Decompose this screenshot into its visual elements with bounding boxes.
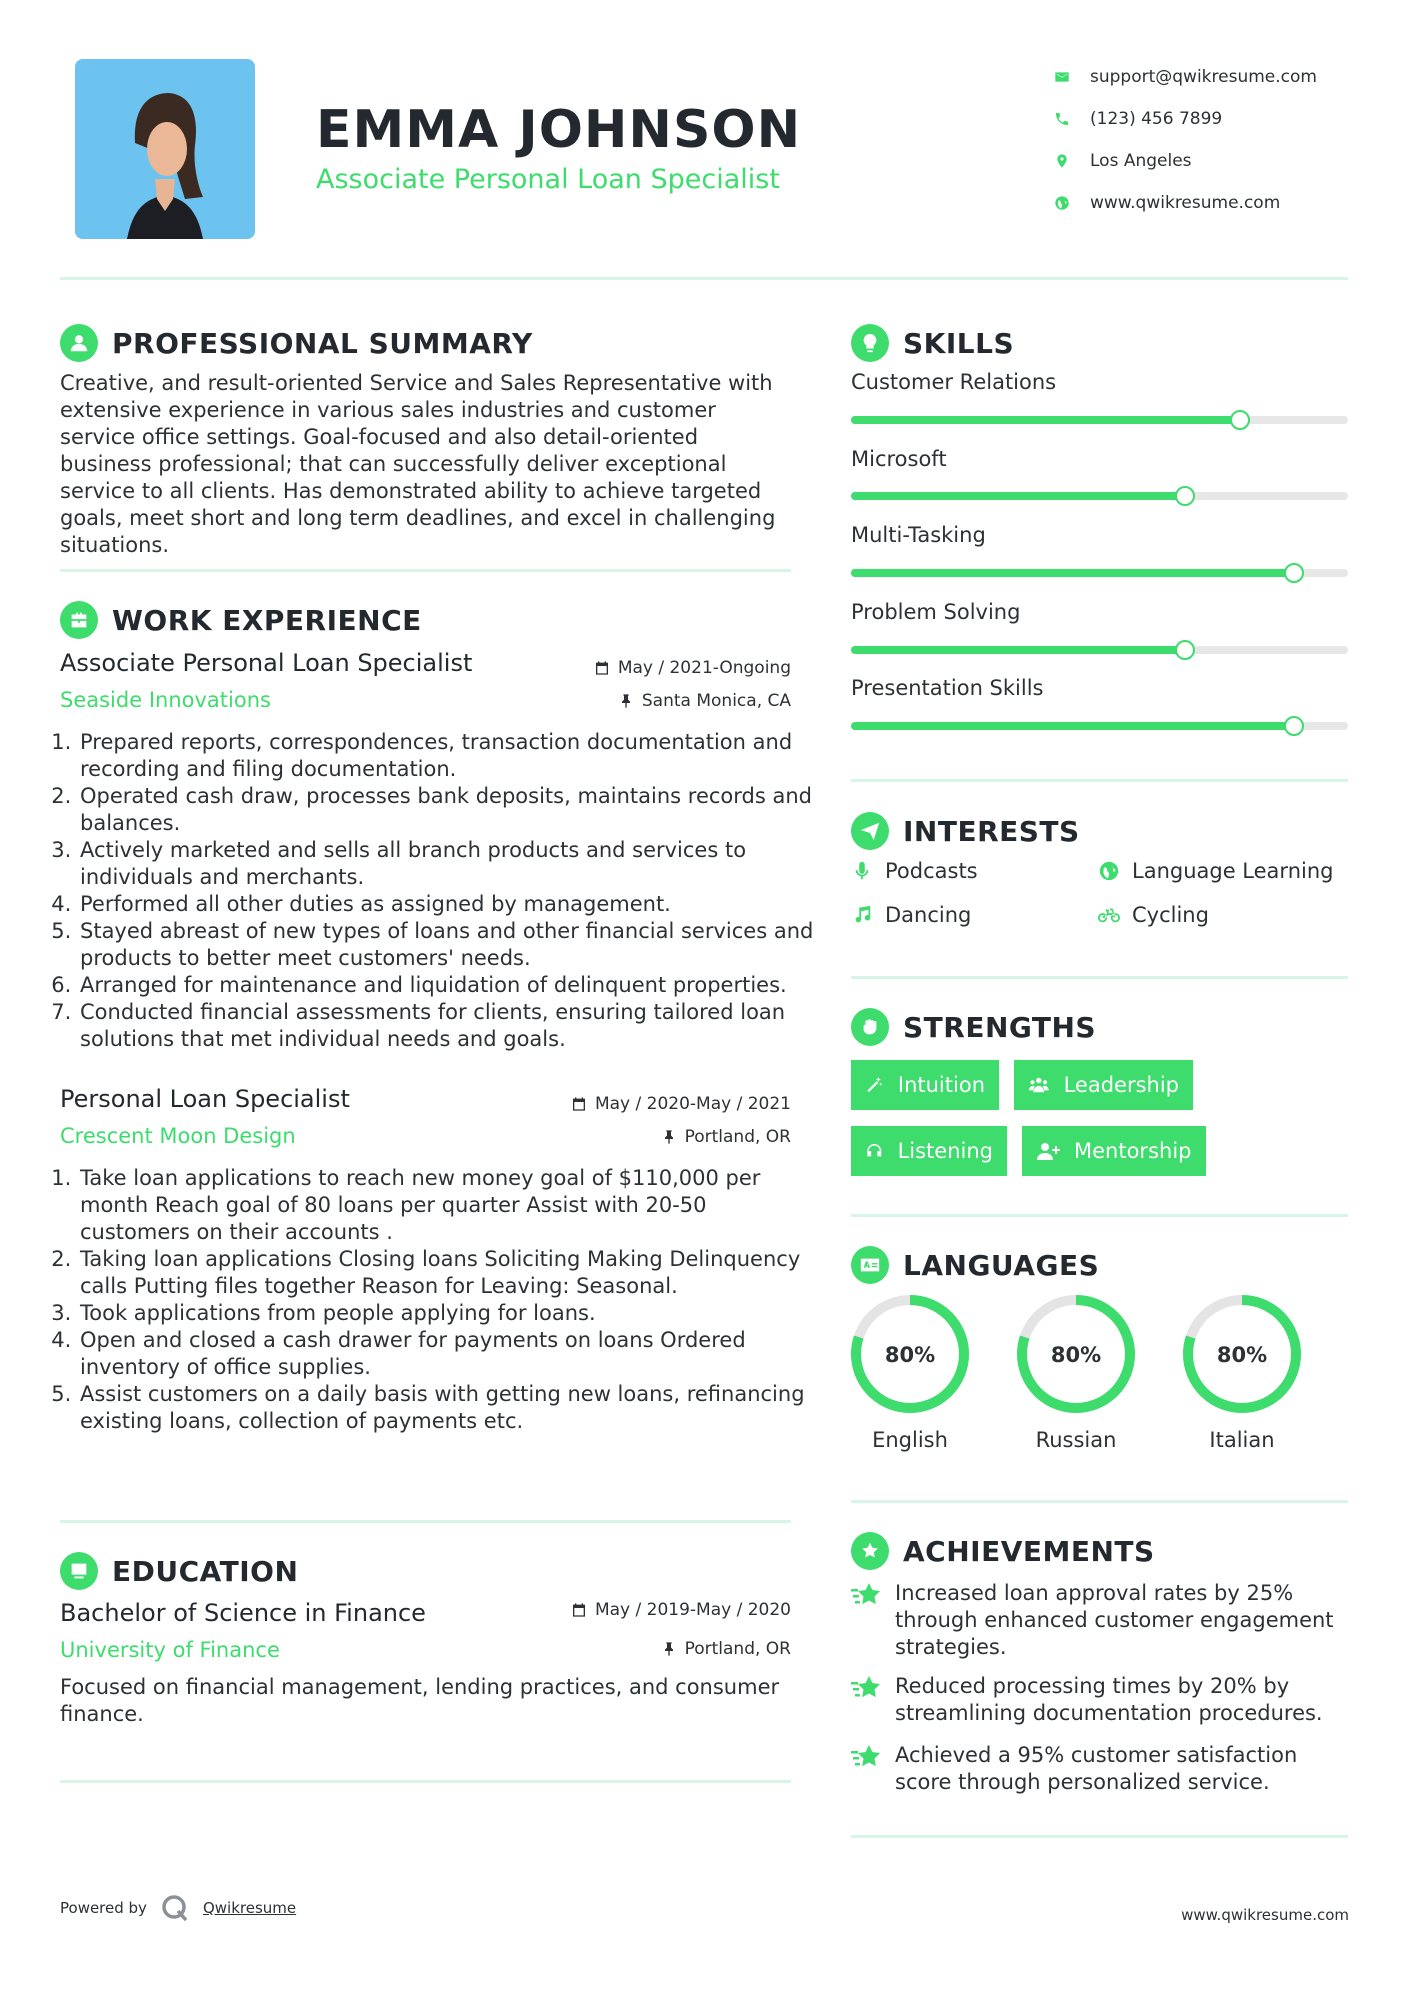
job-location	[618, 691, 791, 711]
strengths-title: STRENGTHS	[903, 1010, 1097, 1044]
music-note-icon	[851, 904, 873, 926]
job-dates-text: May / 2020-May / 2021	[594, 1094, 791, 1114]
duty-item: 3. Actively marketed and sells all branch products and services to individuals and merchants.	[78, 837, 815, 891]
contact-phone[interactable]	[1052, 98, 1372, 140]
job-title: Associate Personal Loan Specialist	[60, 649, 473, 677]
education-description: Focused on financial management, lending practices, and consumer finance.	[60, 1675, 780, 1726]
skill-bar-fill	[851, 416, 1239, 424]
language-percent: 80%	[1050, 1343, 1102, 1367]
duty-item: 3. Took applications from people applying for loans.	[78, 1300, 815, 1327]
contact-website-text: www.qwikresume.com	[1090, 193, 1281, 213]
duty-item: 5. Stayed abreast of new types of loans and other financial services and products to better meet customers' needs.	[78, 918, 815, 972]
strengths-divider	[851, 1214, 1348, 1217]
languages-title: LANGUAGES	[903, 1248, 1100, 1282]
job-dates	[594, 658, 791, 678]
interests-title: INTERESTS	[903, 814, 1080, 848]
contact-email[interactable]	[1052, 56, 1372, 98]
experience-title: WORK EXPERIENCE	[112, 603, 422, 637]
star-icon	[851, 1673, 883, 1703]
job-dates	[571, 1094, 791, 1114]
star-icon	[851, 1580, 883, 1610]
language-item	[1180, 1292, 1304, 1452]
strength-label: Mentorship	[1074, 1139, 1192, 1163]
achievements-heading	[851, 1532, 1155, 1570]
contact-location-text: Los Angeles	[1090, 151, 1192, 171]
qwikresume-link[interactable]: Qwikresume	[202, 1899, 297, 1917]
skill-bar	[851, 492, 1348, 500]
duty-item: 7. Conducted financial assessments for clients, ensuring tailored loan solutions that met individual needs and goals.	[78, 999, 815, 1053]
job-company: Seaside Innovations	[60, 688, 271, 712]
interest-item	[1098, 859, 1333, 883]
interests-divider	[851, 976, 1348, 979]
calendar-icon	[571, 1602, 587, 1618]
fist-icon	[851, 1008, 889, 1046]
achievement-text: Achieved a 95% customer satisfaction score through personalized service.	[895, 1743, 1298, 1794]
microphone-icon	[851, 860, 873, 882]
trophy-icon	[851, 1532, 889, 1570]
skill-bar	[851, 569, 1348, 577]
group-icon	[1028, 1073, 1050, 1097]
map-pin-icon	[1052, 151, 1072, 171]
interest-item	[851, 859, 978, 883]
achievement-text: Increased loan approval rates by 25% through enhanced customer engagement strategies.	[895, 1581, 1334, 1659]
job-location-text: Santa Monica, CA	[641, 691, 791, 711]
job-title: Personal Loan Specialist	[60, 1085, 350, 1113]
contact-website[interactable]	[1052, 182, 1372, 224]
user-plus-icon	[1036, 1139, 1060, 1163]
skill-name: Customer Relations	[851, 370, 1057, 394]
achievement-item	[851, 1673, 1348, 1727]
language-item	[1014, 1292, 1138, 1452]
skill-name: Multi-Tasking	[851, 523, 986, 547]
language-ring	[1180, 1292, 1304, 1416]
pin-icon	[618, 693, 634, 709]
bicycle-icon	[1098, 904, 1120, 926]
strength-tag	[851, 1126, 1007, 1176]
skill-bar-fill	[851, 492, 1184, 500]
skill-name: Problem Solving	[851, 600, 1021, 624]
languages-divider	[851, 1500, 1348, 1503]
skills-divider	[851, 779, 1348, 782]
skill-bar-fill	[851, 646, 1184, 654]
globe-icon	[1052, 193, 1072, 213]
experience-divider	[60, 1520, 791, 1523]
education-divider	[60, 1780, 791, 1783]
languages-heading	[851, 1246, 1099, 1284]
education-title: EDUCATION	[112, 1554, 299, 1588]
profile-photo	[75, 59, 255, 239]
language-item	[848, 1292, 972, 1452]
lightbulb-icon	[851, 324, 889, 362]
strength-label: Leadership	[1063, 1073, 1179, 1097]
skill-bar-knob	[1230, 410, 1250, 430]
strength-tag	[1022, 1126, 1206, 1176]
achievement-text: Reduced processing times by 20% by streamlining documentation procedures.	[895, 1674, 1323, 1725]
contact-location	[1052, 140, 1372, 182]
user-icon	[60, 324, 98, 362]
duty-item: 2. Operated cash draw, processes bank deposits, maintains records and balances.	[78, 783, 815, 837]
calendar-icon	[594, 660, 610, 676]
phone-icon	[1052, 109, 1072, 129]
job-location-text: Portland, OR	[684, 1127, 791, 1147]
summary-title: PROFESSIONAL SUMMARY	[112, 326, 533, 360]
school-name: University of Finance	[60, 1638, 280, 1662]
skill-bar-knob	[1175, 486, 1195, 506]
header-divider	[60, 277, 1348, 280]
education-location	[661, 1639, 791, 1659]
strength-label: Intuition	[897, 1073, 985, 1097]
strength-tag	[1014, 1060, 1193, 1110]
interest-item	[851, 903, 971, 927]
job-location	[661, 1127, 791, 1147]
contact-info	[1052, 56, 1372, 224]
skill-bar-knob	[1175, 640, 1195, 660]
star-icon	[851, 1742, 883, 1772]
summary-text: Creative, and result-oriented Service and Sales Representative with extensive experience in various sales industries and customer service office settings. Goal-focused and also detail-oriented business professional; that can successfully deliver exceptional service to all clients. Has demonstrated ability to achieve targeted goals, meet short and long term deadlines, and excel in challenging situations.	[60, 371, 776, 557]
interest-label: Language Learning	[1132, 859, 1334, 883]
skills-heading	[851, 324, 1014, 362]
language-percent: 80%	[1216, 1343, 1268, 1367]
strength-tag	[851, 1060, 999, 1110]
duty-item: 6. Arranged for maintenance and liquidation of delinquent properties.	[78, 972, 815, 999]
degree-title: Bachelor of Science in Finance	[60, 1599, 426, 1627]
language-name: Russian	[1035, 1428, 1117, 1452]
envelope-icon	[1052, 67, 1072, 87]
footer-powered-by	[60, 1894, 296, 1922]
skill-name: Microsoft	[851, 447, 947, 471]
footer-website[interactable]: www.qwikresume.com	[1181, 1906, 1349, 1924]
duty-item: 4. Performed all other duties as assigned by management.	[78, 891, 815, 918]
calendar-icon	[571, 1096, 587, 1112]
candidate-role: Associate Personal Loan Specialist	[316, 164, 780, 195]
duty-item: 5. Assist customers on a daily basis with getting new loans, refinancing existing loans, collection of payments etc.	[78, 1381, 815, 1435]
duty-item: 2. Taking loan applications Closing loans Soliciting Making Delinquency calls Putting files together Reason for Leaving: Seasonal.	[78, 1246, 815, 1300]
experience-heading	[60, 601, 422, 639]
skill-bar-knob	[1284, 716, 1304, 736]
strengths-heading	[851, 1008, 1096, 1046]
duty-item: 4. Open and closed a cash drawer for payments on loans Ordered inventory of office supplies.	[78, 1327, 815, 1381]
education-dates	[571, 1600, 791, 1620]
achievements-divider	[851, 1835, 1348, 1838]
skill-bar	[851, 646, 1348, 654]
language-name: English	[872, 1428, 948, 1452]
skill-bar	[851, 416, 1348, 424]
skill-bar-fill	[851, 569, 1293, 577]
skill-bar-knob	[1284, 563, 1304, 583]
graduation-icon	[60, 1552, 98, 1590]
pin-icon	[661, 1129, 677, 1145]
duty-item: 1. Take loan applications to reach new money goal of $110,000 per month Reach goal of 80 loans per quarter Assist with 20-50 customers on their accounts .	[78, 1165, 815, 1246]
skill-name: Presentation Skills	[851, 676, 1044, 700]
magic-wand-icon	[865, 1073, 884, 1097]
education-heading	[60, 1552, 298, 1590]
interest-item	[1098, 903, 1209, 927]
interest-label: Cycling	[1132, 903, 1209, 927]
education-dates-text: May / 2019-May / 2020	[594, 1600, 791, 1620]
summary-heading	[60, 324, 533, 362]
achievement-item	[851, 1742, 1348, 1796]
skill-bar-fill	[851, 722, 1293, 730]
language-name: Italian	[1209, 1428, 1275, 1452]
contact-phone-text: (123) 456 7899	[1090, 109, 1223, 129]
duty-item: 1. Prepared reports, correspondences, transaction documentation and recording and filing documentation.	[78, 729, 815, 783]
job-company: Crescent Moon Design	[60, 1124, 296, 1148]
language-icon	[851, 1246, 889, 1284]
education-location-text: Portland, OR	[684, 1639, 791, 1659]
job-dates-text: May / 2021-Ongoing	[617, 658, 791, 678]
achievements-title: ACHIEVEMENTS	[903, 1534, 1155, 1568]
qwikresume-logo-icon	[161, 1894, 189, 1922]
candidate-name: EMMA JOHNSON	[316, 100, 802, 160]
language-ring	[1014, 1292, 1138, 1416]
language-ring	[848, 1292, 972, 1416]
interest-label: Podcasts	[885, 859, 978, 883]
globe-icon	[1098, 860, 1120, 882]
skill-bar	[851, 722, 1348, 730]
powered-by-text: Powered by	[60, 1899, 147, 1917]
paper-plane-icon	[851, 812, 889, 850]
job-duties-list	[59, 1165, 815, 1435]
interest-label: Dancing	[885, 903, 972, 927]
summary-divider	[60, 569, 791, 572]
contact-email-text: support@qwikresume.com	[1090, 67, 1317, 87]
pin-icon	[661, 1641, 677, 1657]
strength-label: Listening	[897, 1139, 993, 1163]
briefcase-icon	[60, 601, 98, 639]
headphones-icon	[865, 1139, 884, 1163]
achievement-item	[851, 1580, 1348, 1661]
language-percent: 80%	[884, 1343, 936, 1367]
interests-heading	[851, 812, 1080, 850]
skills-title: SKILLS	[903, 326, 1015, 360]
job-duties-list	[59, 729, 815, 1053]
